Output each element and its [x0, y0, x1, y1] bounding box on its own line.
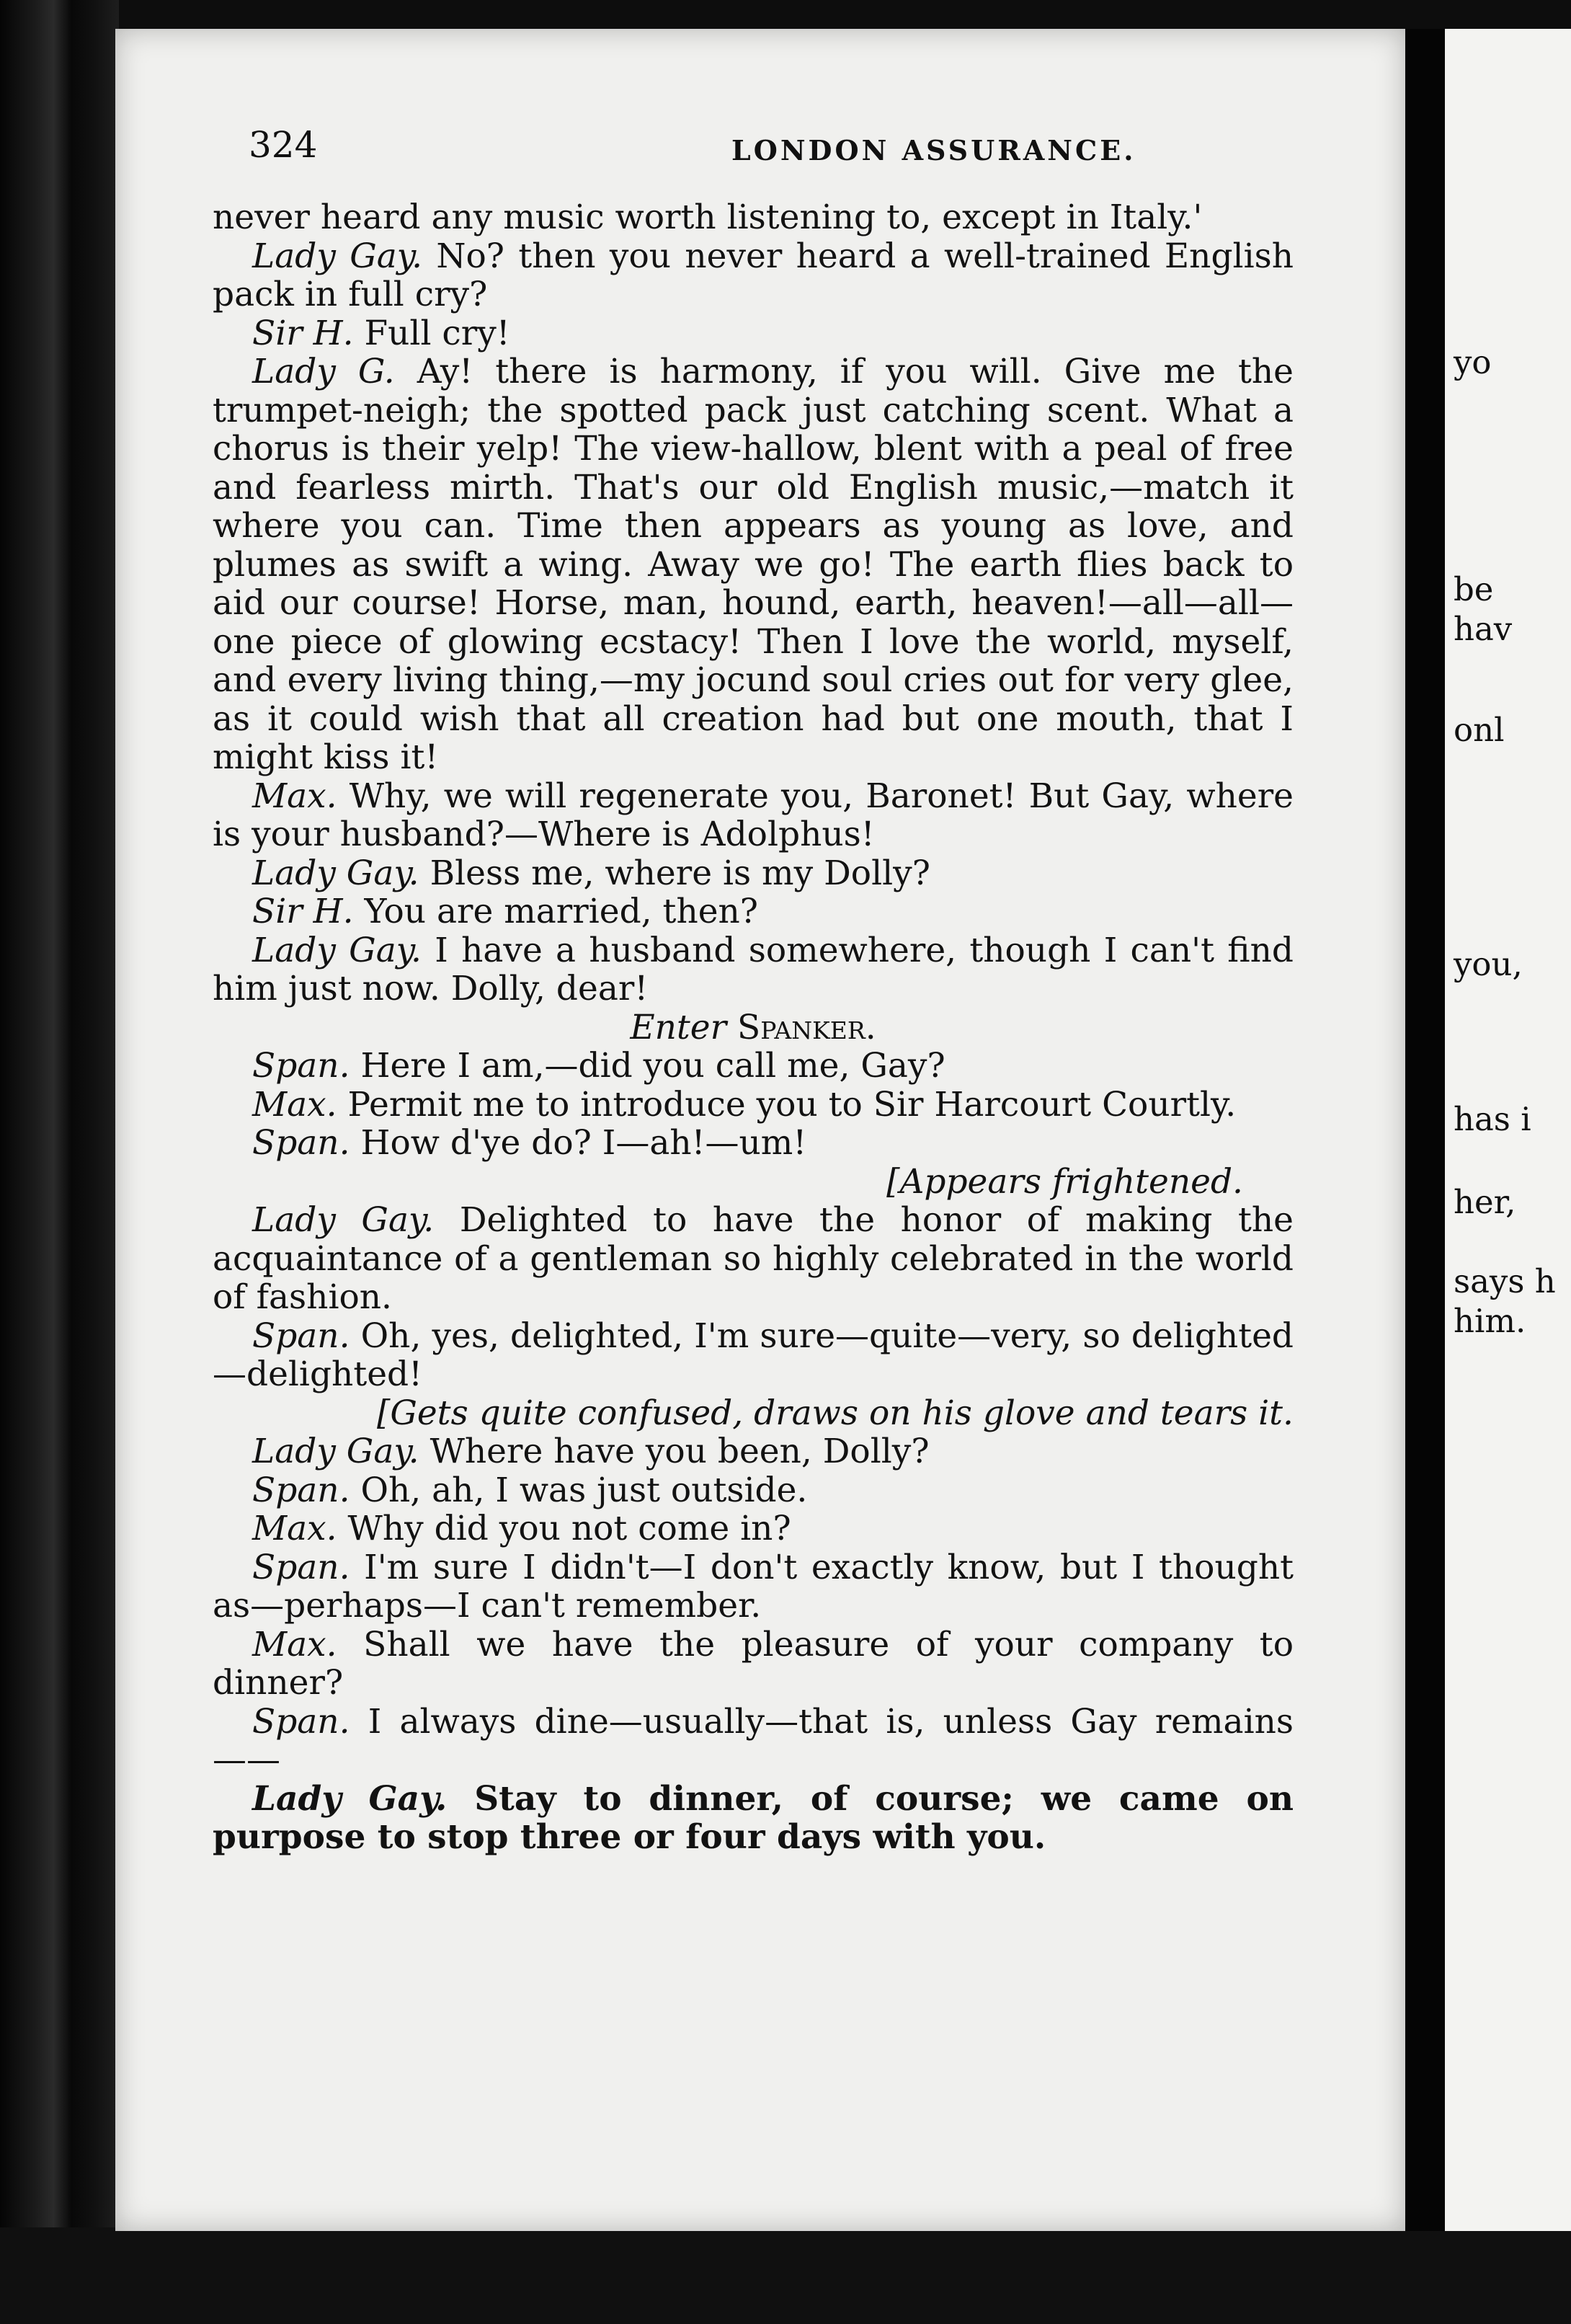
next-page-fragment: says h — [1454, 1262, 1556, 1300]
book-spine — [0, 0, 119, 2324]
dialogue-line — [213, 1317, 1294, 1394]
dialogue-text: Here I am,—did you call me, Gay? — [360, 1046, 945, 1086]
dialogue-text: Permit me to introduce you to Sir Harcourt Courtly. — [347, 1084, 1237, 1125]
next-page-fragment: him. — [1454, 1302, 1526, 1340]
speaker-name: Max. — [252, 776, 337, 816]
dialogue-text: Oh, yes, delighted, I'm sure—quite—very, so delighted—delighted! — [213, 1316, 1294, 1394]
dialogue-text: Delighted to have the honor of making the acquaintance of a gentleman so highly celebrated in the world of fashion. — [213, 1200, 1294, 1317]
running-title: LONDON ASSURANCE. — [731, 134, 1136, 167]
speaker-name: Span. — [252, 1470, 350, 1510]
next-page-fragment: you, — [1454, 945, 1523, 983]
enter-word: Enter — [630, 1007, 727, 1047]
speaker-name: Span. — [252, 1316, 350, 1356]
dialogue-text: Why did you not come in? — [347, 1509, 791, 1548]
stage-direction-text: [Gets quite confused, draws on his glove and tears it. — [376, 1393, 1294, 1433]
speaker-name: Lady Gay. — [252, 1432, 419, 1471]
dialogue-text: You are married, then? — [364, 892, 758, 931]
dialogue-line — [213, 237, 1294, 314]
dialogue-line — [213, 1432, 1294, 1471]
next-page-fragment: onl — [1454, 711, 1505, 749]
dialogue-text: I always dine—usually—that is, unless Gay remains—— — [213, 1701, 1294, 1780]
speaker-name: Lady Gay. — [252, 1200, 435, 1240]
dialogue-line — [213, 1047, 1294, 1086]
speaker-name: Max. — [252, 1084, 337, 1125]
stage-direction-enter — [213, 1008, 1294, 1047]
stage-direction — [213, 1394, 1294, 1433]
speaker-name: Max. — [252, 1624, 337, 1664]
page-gutter — [1405, 29, 1445, 2231]
character-name: Spanker. — [737, 1007, 876, 1047]
dialogue-text: Ay! there is harmony, if you will. Give me the trumpet-neigh; the spotted pack just catching scent. What a chorus is their yelp! The view-hallow, blent with a peal of free and fearless mirth. That's our old English music,—match it where you can. Time then appears as young as love, and plumes as swift a wing. Away we go! The earth flies back to aid our course! Horse, man, hound, earth, heaven!—all—all—one piece of glowing ecstacy! Then I love the world, myself, and every living thing,—my jocund soul cries out for very glee, as it could wish that all creation had but one mouth, that I might kiss it! — [213, 352, 1294, 777]
dialogue-text: Where have you been, Dolly? — [430, 1432, 930, 1471]
speaker-name: Sir H. — [252, 313, 354, 353]
dialogue-text: I have a husband somewhere, though I can't find him just now. Dolly, dear! — [213, 930, 1294, 1008]
speaker-name: Lady G. — [252, 352, 395, 391]
dialogue-line — [213, 931, 1294, 1008]
dialogue-continuation — [213, 198, 1294, 237]
speaker-name: Span. — [252, 1701, 350, 1742]
dialogue-line — [213, 1780, 1294, 1857]
dialogue-line — [213, 1471, 1294, 1510]
dialogue-line — [213, 854, 1294, 893]
next-page-fragment: hav — [1454, 610, 1513, 648]
next-page-fragment: be — [1454, 570, 1494, 608]
dialogue-text: Shall we have the pleasure of your company to dinner? — [213, 1624, 1294, 1703]
dialogue-line — [213, 777, 1294, 854]
stage-direction-text: [Appears frightened. — [886, 1161, 1243, 1202]
stage-direction — [213, 1163, 1294, 1202]
speaker-name: Span. — [252, 1046, 350, 1086]
speaker-name: Lady Gay. — [252, 853, 419, 893]
dialogue-text: Full cry! — [364, 313, 510, 353]
scan-border-bottom — [0, 2227, 1571, 2324]
speaker-name: Lady Gay. — [252, 236, 423, 276]
next-page-fragment: yo — [1454, 343, 1492, 381]
dialogue-text: Why, we will regenerate you, Baronet! But Gay, where is your husband?—Where is Adolphus! — [213, 776, 1294, 854]
dialogue-line — [213, 1548, 1294, 1626]
speaker-name: Span. — [252, 1547, 350, 1587]
dialogue-text: never heard any music worth listening to, except in Italy.' — [213, 198, 1203, 237]
next-page-fragment: her, — [1454, 1183, 1516, 1221]
dialogue-line — [213, 1509, 1294, 1548]
speaker-name: Span. — [252, 1123, 350, 1163]
dialogue-text: How d'ye do? I—ah!—um! — [360, 1123, 807, 1163]
dialogue-text: No? then you never heard a well-trained English pack in full cry? — [213, 236, 1294, 314]
page-header — [133, 124, 1286, 174]
speaker-name: Lady Gay. — [252, 930, 422, 970]
dialogue-line — [213, 352, 1294, 777]
speaker-name: Sir H. — [252, 892, 354, 931]
dialogue-text: Stay to dinner, of course; we came on purpose to stop three or four days with you. — [213, 1778, 1294, 1857]
dialogue-line — [213, 1086, 1294, 1125]
dialogue-line — [213, 892, 1294, 931]
dialogue-text: Bless me, where is my Dolly? — [430, 853, 930, 893]
next-page-fragment: has i — [1454, 1100, 1531, 1138]
speaker-name: Max. — [252, 1509, 337, 1548]
right-page-edge — [1445, 29, 1571, 2231]
dialogue-text: I'm sure I didn't—I don't exactly know, but I thought as—perhaps—I can't remember. — [213, 1547, 1294, 1626]
play-text — [213, 198, 1294, 1857]
dialogue-line — [213, 314, 1294, 353]
dialogue-line — [213, 1703, 1294, 1780]
speaker-name: Lady Gay. — [252, 1778, 448, 1819]
dialogue-text: Oh, ah, I was just outside. — [360, 1470, 808, 1510]
dialogue-line — [213, 1626, 1294, 1703]
dialogue-line — [213, 1201, 1294, 1317]
dialogue-line — [213, 1124, 1294, 1163]
page-number: 324 — [249, 124, 318, 166]
